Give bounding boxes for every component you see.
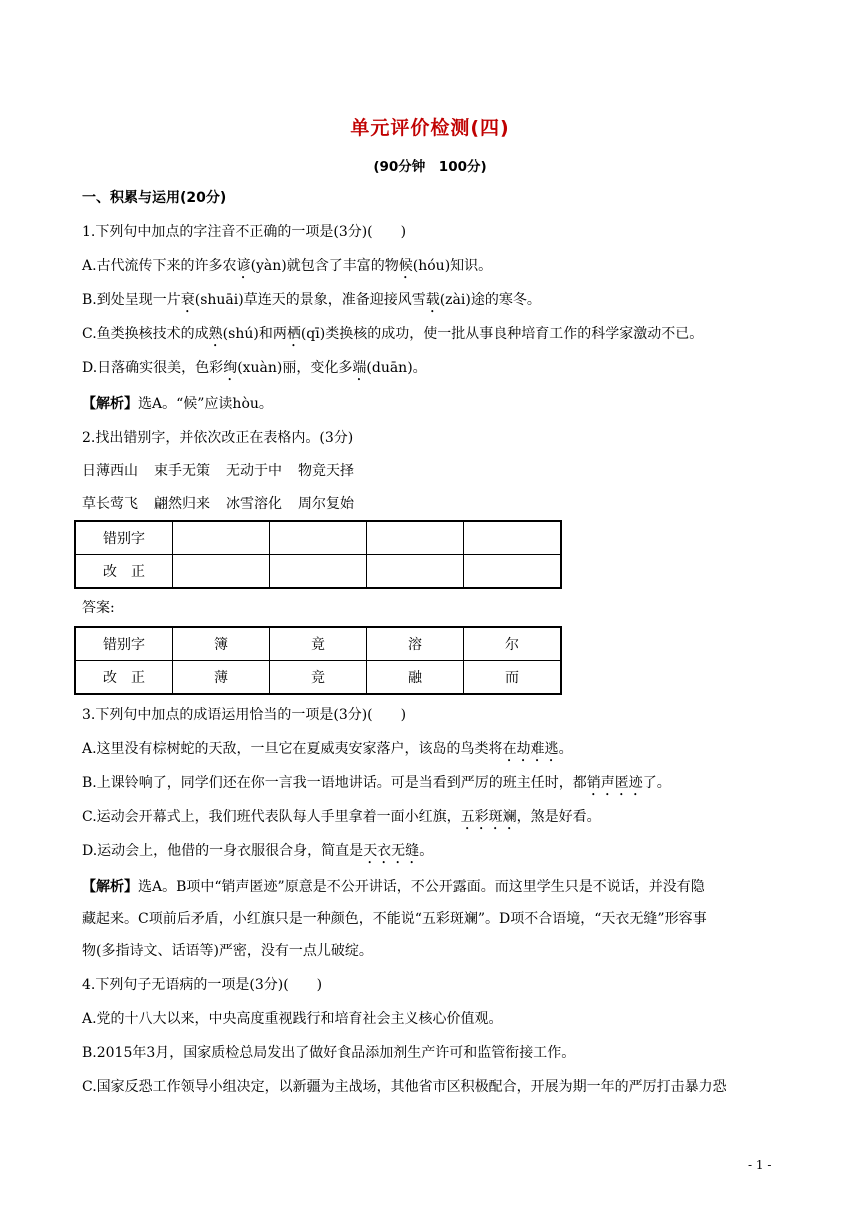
- table-row: [75, 661, 561, 695]
- page-subtitle: (90分钟 100分): [373, 159, 487, 175]
- blank-cell[interactable]: [173, 521, 270, 555]
- question-3-option-a: A.这里没有棕树蛇的天敌，一旦它在夏威夷安家落户，该岛的鸟类将在劫难逃。: [82, 741, 573, 757]
- question-2-stem: 2.找出错别字，并依次改正在表格内。(3分): [82, 430, 354, 446]
- answer-table: [74, 626, 562, 695]
- dotted-idiom: 五彩斑斓: [460, 809, 517, 825]
- question-3-option-b: B.上课铃响了，同学们还在你一言我一语地讲话。可是当看到严厉的班主任时，都销声匿迹了。: [82, 775, 671, 791]
- dotted-idiom: 销声匿迹: [586, 775, 643, 791]
- blank-cell[interactable]: [173, 555, 270, 589]
- idiom: 草长莺飞: [82, 496, 138, 512]
- question-3-analysis: 【解析】选A。B项中“销声匿迹”原意是不公开讲话，不公开露面。而这里学生只是不说话，并没有隐: [82, 879, 705, 895]
- question-3-stem: 3.下列句中加点的成语运用恰当的一项是(3分)( ): [82, 707, 407, 723]
- idiom: 周尔复始: [298, 496, 354, 512]
- page-title: 单元评价检测(四): [350, 117, 510, 139]
- dotted-char: 熟: [208, 326, 223, 342]
- question-4-stem: 4.下列句子无语病的一项是(3分)( ): [82, 977, 323, 993]
- question-1-stem: 1.下列句中加点的字注音不正确的一项是(3分)( ): [82, 224, 407, 240]
- question-4-option-c: C.国家反恐工作领导小组决定，以新疆为主战场，其他省市区积极配合，开展为期一年的严厉打击暴力恐: [82, 1079, 727, 1095]
- table-cell: 融: [367, 661, 464, 695]
- answer-label: 答案:: [82, 600, 115, 616]
- table-row: [75, 521, 561, 555]
- table-cell: 簿: [173, 627, 270, 661]
- question-4-option-b: B.2015年3月，国家质检总局发出了做好食品添加剂生产许可和监管衔接工作。: [82, 1045, 576, 1061]
- dotted-char: 候: [398, 258, 413, 274]
- idiom: 翩然归来: [154, 496, 210, 512]
- analysis-line: 物(多指诗文、话语等)严密，没有一点儿破绽。: [82, 943, 373, 959]
- dotted-char: 端: [352, 360, 367, 376]
- question-3-option-c: C.运动会开幕式上，我们班代表队每人手里拿着一面小红旗，五彩斑斓，煞是好看。: [82, 809, 601, 825]
- idiom: 无动于中: [226, 463, 282, 479]
- table-cell: 而: [464, 661, 562, 695]
- table-header-cell: 错别字: [75, 521, 173, 555]
- table-header-cell: 错别字: [75, 627, 173, 661]
- dotted-char: 绚: [223, 360, 238, 376]
- blank-cell[interactable]: [464, 555, 562, 589]
- blank-answer-table: [74, 520, 562, 589]
- table-cell: 薄: [173, 661, 270, 695]
- dotted-char: 栖: [286, 326, 301, 342]
- table-cell: 尔: [464, 627, 562, 661]
- question-1-option-a: A.古代流传下来的许多农谚(yàn)就包含了丰富的物候(hóu)知识。: [82, 258, 493, 274]
- idiom: 束手无策: [154, 463, 210, 479]
- table-row: [75, 555, 561, 589]
- question-3-option-d: D.运动会上，他借的一身衣服很合身，简直是天衣无缝。: [82, 843, 434, 859]
- dotted-char: 载: [425, 292, 440, 308]
- blank-cell[interactable]: [270, 555, 367, 589]
- idiom: 日薄西山: [82, 463, 138, 479]
- page-number: - 1 -: [748, 1158, 772, 1172]
- question-1-analysis: 【解析】选A。“候”应读hòu。: [82, 396, 273, 412]
- dotted-char: 衰: [180, 292, 195, 308]
- analysis-tag: 【解析】: [82, 396, 138, 412]
- idiom: 物竞天择: [298, 463, 354, 479]
- table-cell: 竟: [270, 627, 367, 661]
- table-cell: 竞: [270, 661, 367, 695]
- analysis-tag: 【解析】: [82, 879, 138, 895]
- blank-cell[interactable]: [367, 555, 464, 589]
- question-1-option-d: D.日落确实很美，色彩绚(xuàn)丽，变化多端(duān)。: [82, 360, 427, 376]
- dotted-idiom: 在劫难逃: [502, 741, 559, 757]
- table-header-cell: 改 正: [75, 661, 173, 695]
- dotted-char: 谚: [236, 258, 251, 274]
- idiom: 冰雪溶化: [226, 496, 282, 512]
- table-header-cell: 改 正: [75, 555, 173, 589]
- blank-cell[interactable]: [270, 521, 367, 555]
- blank-cell[interactable]: [367, 521, 464, 555]
- dotted-idiom: 天衣无缝: [363, 843, 420, 859]
- question-4-option-a: A.党的十八大以来，中央高度重视践行和培育社会主义核心价值观。: [82, 1011, 503, 1027]
- table-row: [75, 627, 561, 661]
- idiom-row-2: [82, 494, 370, 514]
- analysis-line: 藏起来。C项前后矛盾，小红旗只是一种颜色，不能说“五彩斑斓”。D项不合语境，“天衣无缝”形容事: [82, 911, 707, 927]
- question-1-option-b: B.到处呈现一片衰(shuāi)草连天的景象，准备迎接风雪载(zài)途的寒冬。: [82, 292, 541, 308]
- blank-cell[interactable]: [464, 521, 562, 555]
- section-heading: 一、积累与运用(20分): [82, 190, 227, 206]
- idiom-row-1: [82, 461, 370, 481]
- table-cell: 溶: [367, 627, 464, 661]
- question-1-option-c: C.鱼类换核技术的成熟(shú)和两栖(qī)类换核的成功，使一批从事良种培育工作的科学家激动不已。: [82, 326, 704, 342]
